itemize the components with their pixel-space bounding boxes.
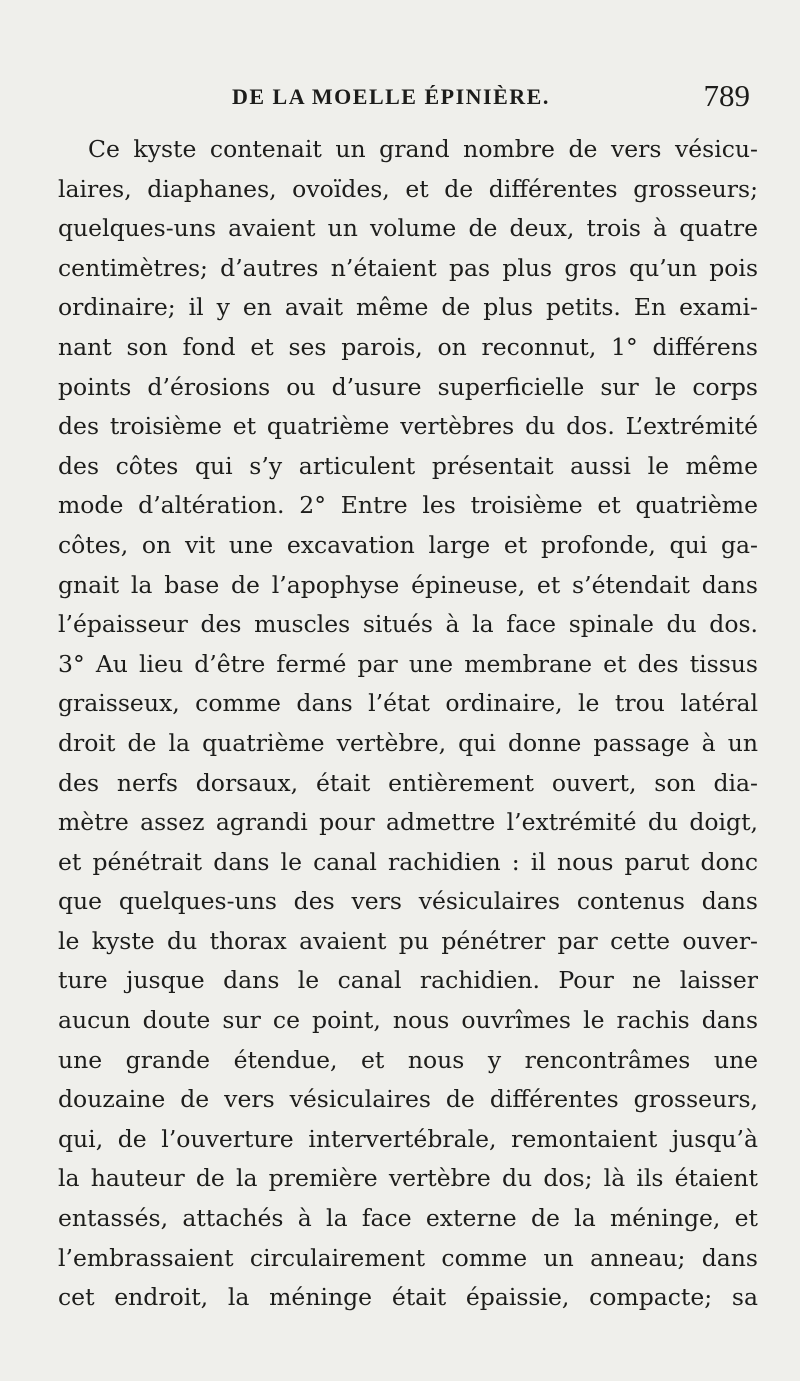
text-line: mode d’altération. 2° Entre les troisième et quatrième — [58, 491, 758, 520]
text-line: laires, diaphanes, ovoïdes, et de différentes grosseurs; — [58, 174, 758, 203]
text-line: des côtes qui s’y articulent présentait aussi le même — [58, 451, 758, 480]
text-line: douzaine de vers vésiculaires de différentes grosseurs, — [58, 1085, 758, 1114]
text-line: ture jusque dans le canal rachidien. Pour ne laisser — [58, 966, 758, 995]
text-line: que quelques-uns des vers vésiculaires contenus dans — [58, 887, 758, 916]
text-line: des nerfs dorsaux, était entièrement ouvert, son dia- — [58, 768, 758, 797]
text-line: et pénétrait dans le canal rachidien : il nous parut donc — [58, 847, 758, 876]
running-title: DE LA MOELLE ÉPINIÈRE. — [232, 84, 550, 109]
text-line: qui, de l’ouverture intervertébrale, remontaient jusqu’à — [58, 1124, 758, 1153]
text-line: des troisième et quatrième vertèbres du dos. L’extrémité — [58, 412, 758, 441]
text-line: ordinaire; il y en avait même de plus petits. En exami- — [58, 293, 758, 322]
text-line: droit de la quatrième vertèbre, qui donne passage à un — [58, 728, 758, 757]
text-line: mètre assez agrandi pour admettre l’extrémité du doigt, — [58, 808, 758, 837]
text-line: la hauteur de la première vertèbre du dos; là ils étaient — [58, 1164, 758, 1193]
body-text — [58, 130, 758, 1318]
text-line: le kyste du thorax avaient pu pénétrer par cette ouver- — [58, 926, 758, 955]
text-line: l’embrassaient circulairement comme un anneau; dans — [58, 1243, 758, 1272]
running-header — [60, 78, 750, 118]
text-line: 3° Au lieu d’être fermé par une membrane et des tissus — [58, 649, 758, 678]
text-line: entassés, attachés à la face externe de la méninge, et — [58, 1204, 758, 1233]
text-line: une grande étendue, et nous y rencontrâmes une — [58, 1045, 758, 1074]
text-line: quelques-uns avaient un volume de deux, trois à quatre — [58, 214, 758, 243]
text-line: centimètres; d’autres n’étaient pas plus gros qu’un pois — [58, 253, 758, 282]
text-line: cet endroit, la méninge était épaissie, compacte; sa — [58, 1283, 758, 1312]
text-line: nant son fond et ses parois, on reconnut, 1° différens — [58, 332, 758, 361]
text-line: aucun doute sur ce point, nous ouvrîmes le rachis dans — [58, 1006, 758, 1035]
text-line: côtes, on vit une excavation large et profonde, qui ga- — [58, 530, 758, 559]
text-line: gnait la base de l’apophyse épineuse, et s’étendait dans — [58, 570, 758, 599]
page-number: 789 — [703, 78, 750, 113]
text-line: l’épaisseur des muscles situés à la face spinale du dos. — [58, 610, 758, 639]
text-line: graisseux, comme dans l’état ordinaire, le trou latéral — [58, 689, 758, 718]
text-line: points d’érosions ou d’usure superficielle sur le corps — [58, 372, 758, 401]
text-line: Ce kyste contenait un grand nombre de vers vésicu- — [88, 135, 758, 163]
